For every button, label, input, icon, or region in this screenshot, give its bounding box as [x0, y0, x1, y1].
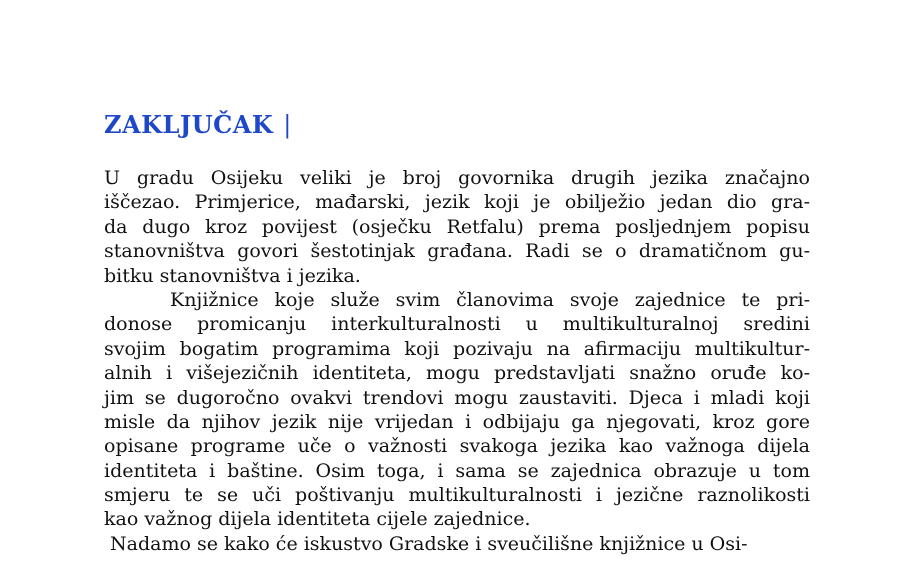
section-heading-title: ZAKLJUČAK: [104, 110, 274, 139]
text-line: bitku stanovništva i jezika.: [104, 264, 361, 287]
text-line: Knjižnice koje služe svim članovima svoje zajednice te pri-: [170, 288, 810, 311]
paragraph-3: [104, 532, 810, 556]
paragraph-1: [104, 166, 810, 288]
text-line: iščezao. Primjerice, mađarski, jezik koji je obilježio jedan dio gra-: [104, 191, 810, 214]
paragraph-2: [104, 288, 810, 532]
text-line: Nadamo se kako će iskustvo Gradske i sveučilišne knjižnice u Osi-: [110, 532, 748, 555]
body-text: [104, 166, 810, 556]
text-line: identiteta i baštine. Osim toga, i sama se zajednica obrazuje u tom: [104, 459, 810, 482]
section-heading: [104, 108, 292, 142]
text-line: svojim bogatim programima koji pozivaju na afirmaciju multikultur-: [104, 337, 810, 360]
text-line: alnih i višejezičnih identiteta, mogu predstavljati snažno oruđe ko-: [104, 362, 810, 385]
text-line: donose promicanju interkulturalnosti u multikulturalnoj sredini: [104, 313, 810, 336]
heading-separator: |: [283, 111, 292, 139]
text-line: stanovništva govori šestotinjak građana. Radi se o dramatičnom gu-: [104, 240, 810, 263]
text-line: jim se dugoročno ovakvi trendovi mogu zaustaviti. Djeca i mladi koji: [104, 386, 810, 409]
text-line: da dugo kroz povijest (osječku Retfalu) prema posljednjem popisu: [104, 215, 810, 238]
text-line: misle da njihov jezik nije vrijedan i odbijaju ga njegovati, kroz gore: [104, 410, 810, 433]
text-line: kao važnog dijela identiteta cijele zajednice.: [104, 508, 531, 531]
text-line: opisane programe uče o važnosti svakoga jezika kao važnoga dijela: [104, 435, 810, 458]
text-line: U gradu Osijeku veliki je broj govornika drugih jezika značajno: [104, 167, 810, 189]
text-line: smjeru te se uči poštivanju multikulturalnosti i jezične raznolikosti: [104, 484, 810, 507]
